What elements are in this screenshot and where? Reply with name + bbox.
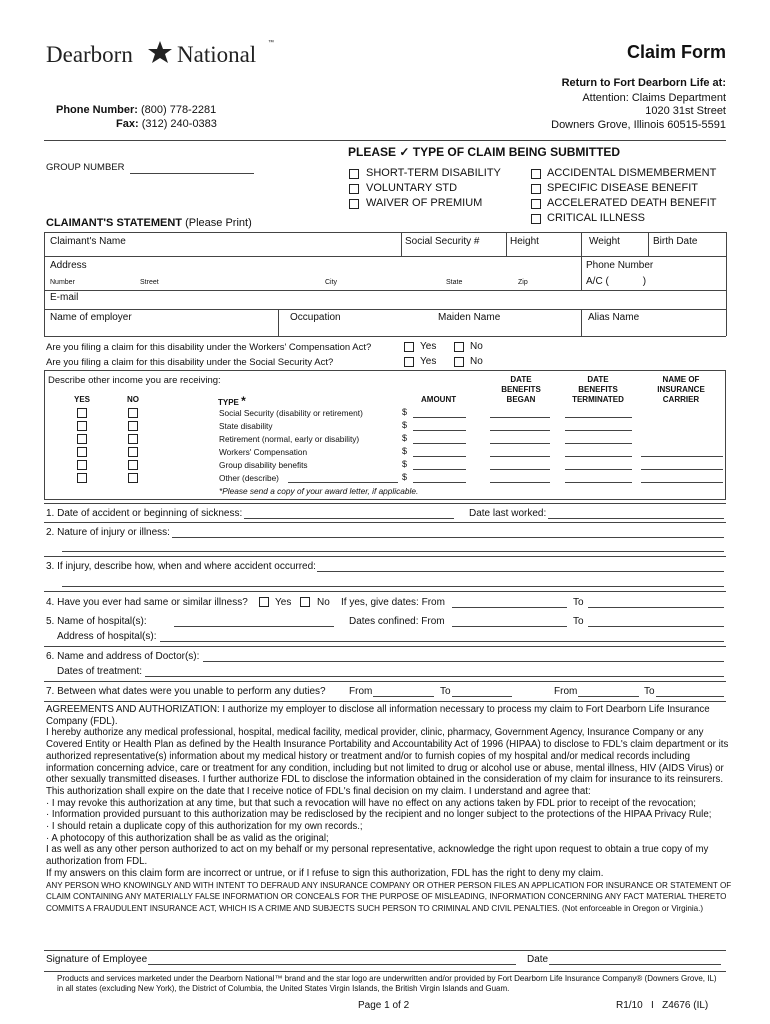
fraud-note: (Not enforceable in Oregon or Virginia.) [562,903,704,913]
page-number: Page 1 of 2 [358,1000,410,1011]
q1-field[interactable] [244,518,454,519]
field-birth-date[interactable]: Birth Date [653,236,698,247]
income-began-field[interactable] [490,456,550,457]
field-ssn[interactable]: Social Security # [405,236,480,247]
income-type: Social Security (disability or retirement) [219,408,363,418]
q4-label: 4. Have you ever had same or similar illness? [46,597,248,608]
claimant-heading-note: (Please Print) [185,217,252,229]
q4-no-label: No [317,597,330,608]
address-sub-number: Number [50,279,75,286]
income-terminated-field[interactable] [565,469,632,470]
q5-to-label: To [573,616,584,627]
col-type [218,394,246,408]
q2-field-2[interactable] [62,551,724,552]
fax-value: (312) 240-0383 [141,118,217,130]
income-amount-field[interactable] [413,456,466,457]
income-no-checkbox[interactable] [128,408,138,418]
q1b-label: Date last worked: [469,508,547,519]
claim-type-label: VOLUNTARY STD [366,182,458,194]
q7-to-label-1: To [440,686,451,697]
q6-dates-field[interactable] [145,676,724,677]
date-label: Date [527,954,549,965]
q5-address-field[interactable] [160,641,724,642]
claim-type-label: WAIVER OF PREMIUM [366,197,483,209]
field-weight[interactable]: Weight [589,236,620,247]
income-carrier-field[interactable] [641,469,723,470]
question-workers-comp: Are you filing a claim for this disability under the Workers' Compensation Act? [46,342,372,353]
q7-from-field-1[interactable] [373,696,434,697]
q3-label: 3. If injury, describe how, when and where accident occurred: [46,561,316,572]
q3-field-2[interactable] [62,586,724,587]
income-type: State disability [219,421,273,431]
checkbox-accelerated-death[interactable] [531,199,541,209]
q7-from-label-2: From [554,686,578,697]
q4-from-field[interactable] [452,607,567,608]
col-divider [278,309,279,336]
signature-label: Signature of Employee [46,954,148,965]
phone-value: (800) 778-2281 [140,104,217,116]
field-claimant-name[interactable]: Claimant's Name [50,236,126,247]
group-number-label: GROUP NUMBER [46,162,125,173]
table-top [44,232,726,233]
section-divider [44,646,726,647]
col-no: NO [127,395,139,404]
ss-no-label: No [470,356,483,367]
q5-field[interactable] [174,626,334,627]
income-began-field[interactable] [490,469,550,470]
income-terminated-field[interactable] [565,417,632,418]
form-title: Claim Form [626,42,726,62]
wc-no-label: No [470,341,483,352]
income-type: Workers' Compensation [219,447,308,457]
section-divider [44,701,726,702]
col-divider [401,232,402,256]
row-divider [44,256,726,257]
col-divider [726,232,727,336]
q5-to-field[interactable] [588,626,724,627]
q5-dates-label: Dates confined: From [349,616,445,627]
q7-from-label-1: From [349,686,373,697]
income-yes-checkbox[interactable] [77,473,87,483]
income-no-checkbox[interactable] [128,434,138,444]
checkbox-q4-yes[interactable] [259,597,269,607]
income-dollar: $ [402,433,408,443]
income-note: *Please send a copy of your award letter, if applicable. [219,486,419,496]
group-number-field[interactable] [130,173,254,174]
authorization-block [46,704,732,915]
logo-text-right: National [177,42,257,67]
claimant-heading [46,217,252,229]
section-divider [44,522,726,523]
col-amount: AMOUNT [421,395,457,404]
q6-label: 6. Name and address of Doctor(s): [46,651,200,662]
star-icon [148,41,172,63]
income-terminated-field[interactable] [565,482,632,483]
auth-paragraph: I as well as any other person authorized to act on my behalf or my personal representative, acknowledge the right upon request to obtain a true copy of my authorization from FDL. [46,844,709,868]
income-type: Retirement (normal, early or disability) [219,434,360,444]
q3-field[interactable] [317,571,724,572]
field-email[interactable]: E-mail [50,292,79,303]
phone-label: Phone Number: [56,104,138,116]
field-maiden-name[interactable]: Maiden Name [438,312,501,323]
checkbox-waiver-of-premium[interactable] [349,199,359,209]
checkbox-q4-no[interactable] [300,597,310,607]
income-dollar: $ [402,446,408,456]
income-terminated-field[interactable] [565,430,632,431]
q4-to-label: To [573,597,584,608]
q5-address-label: Address of hospital(s): [57,631,157,642]
q4-dates-label: If yes, give dates: From [341,597,445,608]
logo-tm: ™ [268,40,274,46]
claim-type-label: CRITICAL ILLNESS [547,212,646,224]
income-began-field[interactable] [490,482,550,483]
income-carrier-field[interactable] [641,456,723,457]
income-amount-field[interactable] [413,430,466,431]
income-no-checkbox[interactable] [128,460,138,470]
address-line-3: Downers Grove, Illinois 60515-5591 [551,119,726,131]
ss-yes-label: Yes [420,356,437,367]
q1-label: 1. Date of accident or beginning of sickness: [46,508,243,519]
q6-field[interactable] [203,661,724,662]
q4-to-field[interactable] [588,607,724,608]
auth-bullet: · A photocopy of this authorization shall be as valid as the original; [46,832,329,844]
income-other-describe-field[interactable] [288,482,398,483]
checkbox-wc-yes[interactable] [404,342,414,352]
field-occupation[interactable]: Occupation [290,312,341,323]
income-no-checkbox[interactable] [128,447,138,457]
col-divider [506,232,507,256]
income-yes-checkbox[interactable] [77,460,87,470]
income-no-checkbox[interactable] [128,473,138,483]
income-yes-checkbox[interactable] [77,421,87,431]
phone-row [56,104,216,116]
q2-label: 2. Nature of injury or illness: [46,527,170,538]
auth-paragraph: I hereby authorize any medical professional, hospital, medical facility, medical provider, clinic, pharmacy, Government Agency, Insurance Company or any Covered Entity or Health Plan as defined by the Health Insurance Portability and Accountability Act of 1996 (HIPAA) to disclose to FDL's claim department or its authorized representative(s) information about my medical history or treatment and/or to furnish copies of my hospital and/or medical records including information concerning advice, care or treatment for any condition, including but not limited to drug or alcohol use or abuse, mental illness, HIV (AIDS Virus) or other sexually transmitted diseases. I further authorize FDL to disclose the information obtained in the consideration of my claim for insurance to its reinsurers. [46,727,729,786]
section-divider [44,591,726,592]
footer-divider [44,971,726,972]
logo-text-left: Dearborn [46,42,133,67]
fraud-warning [46,880,732,915]
q7-label: 7. Between what dates were you unable to perform any duties? [46,686,326,697]
income-began-field[interactable] [490,443,550,444]
income-no-checkbox[interactable] [128,421,138,431]
checkbox-wc-no[interactable] [454,342,464,352]
income-describe: Describe other income you are receiving: [48,375,221,386]
fraud-text: ANY PERSON WHO KNOWINGLY AND WITH INTENT TO DEFRAUD ANY INSURANCE COMPANY OR OTHER PERSON FILES AN APPLICATION FOR INSURANCE OR STATEMENT OF CLAIM CONTAINING ANY MATERIALLY FALSE INFORMATION OR CONCEALS FOR THE PURPOSE OF MISLEADING, INFORMATION CONCERNING ANY FACT MATERIAL THERETO COMMITS A FRAUDULENT INSURANCE ACT, WHICH IS A CRIME AND SUBJECTS SUCH PERSON TO CRIMINAL AND CIVIL PENALTIES. [46,880,732,913]
auth-paragraph: AGREEMENTS AND AUTHORIZATION: I authorize my employer to disclose all information necessary to process my claim to Fort Dearborn Life Insurance Company (FDL). [46,704,710,727]
row-divider [44,290,726,291]
col-terminated: DATE BENEFITS TERMINATED [572,375,624,404]
income-yes-checkbox[interactable] [77,408,87,418]
section-divider [44,950,726,951]
field-height[interactable]: Height [510,236,539,247]
income-terminated-field[interactable] [565,443,632,444]
q1b-field[interactable] [548,518,724,519]
col-carrier: NAME OF INSURANCE CARRIER [657,375,705,404]
income-dollar: $ [402,420,408,430]
q6-dates-label: Dates of treatment: [57,666,143,677]
logo-label [0,0,1,1]
income-yes-checkbox[interactable] [77,434,87,444]
income-carrier-field[interactable] [641,482,723,483]
address-line-1: Attention: Claims Department [582,92,726,104]
field-phone-number[interactable]: Phone Number [586,260,654,271]
wc-yes-label: Yes [420,341,437,352]
address-sub-zip: Zip [518,279,528,286]
income-amount-field[interactable] [413,482,466,483]
q5-from-field[interactable] [452,626,567,627]
auth-bullet: · I may revoke this authorization at any time, but that such a revocation will have no effect on any actions taken by FDL prior to receipt of the revocation; [46,797,696,809]
form-id: R1/10 I Z4676 (IL) [616,1000,709,1011]
section-divider [44,556,726,557]
address-sub-street: Street [140,279,159,286]
col-divider [581,309,582,336]
income-amount-field[interactable] [413,469,466,470]
auth-paragraph: This authorization shall expire on the date that I receive notice of FDL's final decision on my claim. I understand and agree that: [46,785,591,797]
income-began-field[interactable] [490,417,550,418]
auth-bullet: · I should retain a duplicate copy of this authorization for my own records.; [46,821,363,833]
claim-type-heading: PLEASE ✓ TYPE OF CLAIM BEING SUBMITTED [348,145,621,159]
logo-mark [46,36,276,70]
signature-field[interactable] [148,964,516,965]
claim-type-label: ACCIDENTAL DISMEMBERMENT [547,167,717,179]
income-terminated-field[interactable] [565,456,632,457]
q7-from-field-2[interactable] [578,696,639,697]
col-yes: YES [74,395,91,404]
auth-bullet: · Information provided pursuant to this authorization may be redisclosed by the recipient and no longer subject to the protections of the HIPAA Privacy Rule; [46,809,712,821]
income-yes-checkbox[interactable] [77,447,87,457]
address-sub-state: State [446,279,463,286]
q5-label: 5. Name of hospital(s): [46,616,147,627]
section-divider [44,681,726,682]
income-dollar: $ [402,459,408,469]
checkbox-ss-yes[interactable] [404,357,414,367]
q7-to-field-2[interactable] [656,696,724,697]
area-code-close: ) [642,276,647,287]
question-social-security: Are you filing a claim for this disability under the Social Security Act? [46,357,334,368]
income-type: Other (describe) [219,473,279,483]
q7-to-field-1[interactable] [452,696,512,697]
income-began-field[interactable] [490,430,550,431]
checkbox-accidental-dismemberment[interactable] [531,169,541,179]
q2-field[interactable] [172,537,724,538]
income-dollar: $ [402,472,408,482]
claimant-heading-text: CLAIMANT'S STATEMENT [46,217,183,229]
field-alias-name[interactable]: Alias Name [588,312,640,323]
section-divider [44,503,726,504]
area-code-open: A/C ( [586,276,609,287]
col-divider [581,232,582,290]
claim-type-label: SHORT-TERM DISABILITY [366,167,501,179]
header-divider [44,140,726,141]
checkbox-short-term-disability[interactable] [349,169,359,179]
checkbox-voluntary-std[interactable] [349,184,359,194]
area-code[interactable] [586,276,646,287]
fax-label: Fax: [116,118,139,130]
col-began: DATE BENEFITS BEGAN [501,375,541,404]
fax-row [116,118,217,130]
q4-yes-label: Yes [275,597,292,608]
address-sub-city: City [325,279,338,286]
row-divider [44,336,726,337]
checkbox-specific-disease[interactable] [531,184,541,194]
income-amount-field[interactable] [413,417,466,418]
address-line-2: 1020 31st Street [645,105,726,117]
income-amount-field[interactable] [413,443,466,444]
row-divider [44,309,726,310]
claim-type-label: SPECIFIC DISEASE BENEFIT [547,182,698,194]
checkbox-ss-no[interactable] [454,357,464,367]
return-label: Return to Fort Dearborn Life at: [561,77,726,89]
field-employer[interactable]: Name of employer [50,312,132,323]
field-address[interactable]: Address [50,260,87,271]
logo [46,36,286,72]
checkbox-critical-illness[interactable] [531,214,541,224]
col-type-text: TYPE [218,398,239,407]
claim-type-label: ACCELERATED DEATH BENEFIT [547,197,717,209]
income-dollar: $ [402,407,408,417]
col-divider [44,232,45,336]
date-field[interactable] [549,964,721,965]
col-divider [648,232,649,256]
income-type: Group disability benefits [219,460,308,470]
q7-to-label-2: To [644,686,655,697]
footer-disclaimer: Products and services marketed under the Dearborn National™ brand and the star logo are underwritten and/or provided by Fort Dearborn Life Insurance Company® (Downers Grove, IL) in all states (excluding New York), the District of Columbia, the United States Virgin Islands, the British Virgin Islands and Guam. [57,974,717,993]
col-type-star: * [241,394,246,408]
auth-paragraph: If my answers on this claim form are incorrect or untrue, or if I refuse to sign this authorization, FDL has the right to deny my claim. [46,867,604,879]
